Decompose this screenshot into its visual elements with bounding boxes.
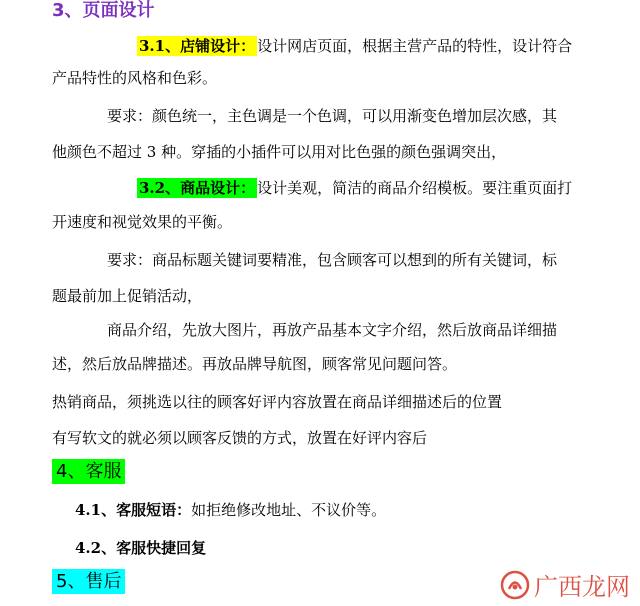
subheading-3-1: 3.1、店铺设计： xyxy=(139,37,256,55)
section-5-heading: 5、售后 xyxy=(52,569,125,594)
paragraph-3-2-line-2: 开速度和视觉效果的平衡。 xyxy=(52,213,233,231)
paragraph-3-1-text: 设计网店页面，根据主营产品的特性，设计符合 xyxy=(257,37,573,55)
customer-service-item-1-text: 如拒绝修改地址、不议价等。 xyxy=(191,501,387,519)
paragraph-3-2-line-1 xyxy=(137,176,572,200)
product-intro-line-2: 述，然后放品牌描述。再放品牌导航图，顾客常见问题问答。 xyxy=(52,355,458,373)
customer-service-item-2: 4.2、客服快捷回复 xyxy=(75,539,207,557)
paragraph-3-2-text: 设计美观，简洁的商品介绍模板。要注重页面打 xyxy=(257,179,573,197)
requirement-1-line-2: 他颜色不超过 3 种。穿插的小插件可以用对比色强的颜色强调突出， xyxy=(52,143,507,161)
watermark-text: 广西龙网 xyxy=(534,573,630,601)
section-4-heading-wrap xyxy=(52,460,125,484)
customer-service-item-1-label: 4.1、客服短语： xyxy=(75,501,192,519)
customer-service-item-1 xyxy=(75,498,386,522)
product-intro-line-1: 商品介绍，先放大图片，再放产品基本文字介绍，然后放商品详细描 xyxy=(107,321,558,339)
section-4-heading: 4、客服 xyxy=(52,459,125,484)
soft-article-line: 有写软文的就必须以顾客反馈的方式，放置在好评内容后 xyxy=(52,429,428,447)
section-5-heading-wrap xyxy=(52,570,125,594)
watermark-logo-icon xyxy=(500,570,530,600)
requirement-2-line-2: 题最前加上促销活动， xyxy=(52,287,203,305)
watermark xyxy=(500,567,630,602)
subheading-3-2: 3.2、商品设计： xyxy=(139,179,256,197)
section-3-heading: 3、页面设计 xyxy=(52,0,155,21)
paragraph-3-1-line-1 xyxy=(137,34,572,58)
paragraph-3-1-line-2: 产品特性的风格和色彩。 xyxy=(52,69,218,87)
requirement-1-line-1: 要求：颜色统一，主色调是一个色调，可以用渐变色增加层次感，其 xyxy=(107,107,558,125)
requirement-2-line-1: 要求：商品标题关键词要精准，包含顾客可以想到的所有关键词，标 xyxy=(107,251,558,269)
hot-products-line: 热销商品，须挑选以往的顾客好评内容放置在商品详细描述后的位置 xyxy=(52,393,503,411)
